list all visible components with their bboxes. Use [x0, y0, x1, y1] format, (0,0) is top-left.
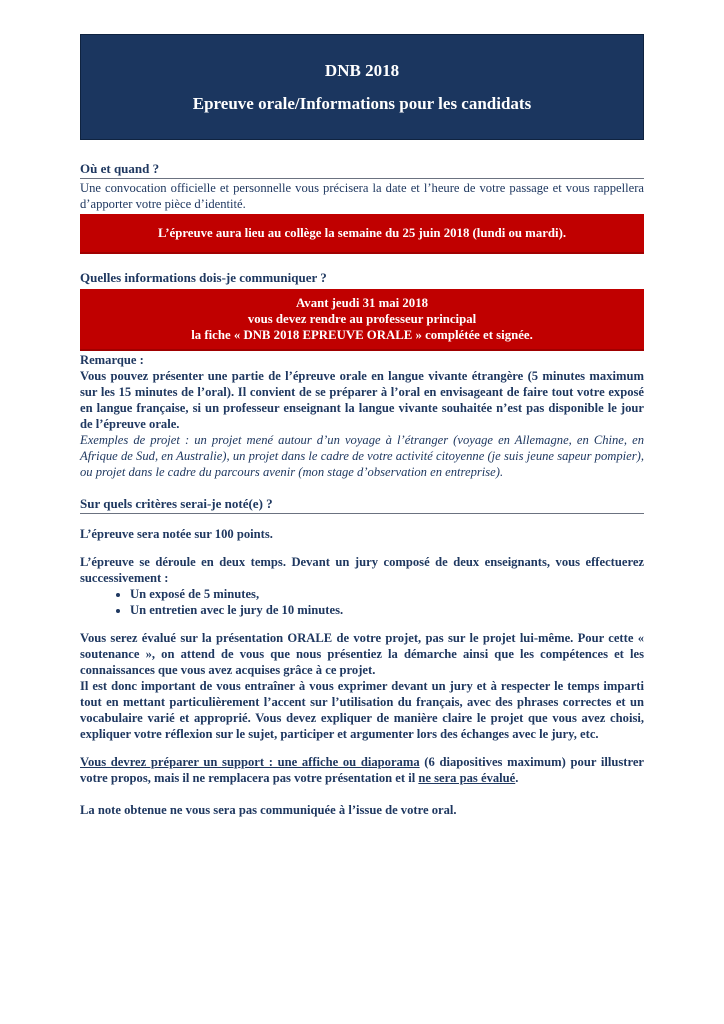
process-paragraph: L’épreuve se déroule en deux temps. Devant un jury composé de deux enseignants, vous effectuerez successivement :	[80, 555, 644, 585]
section-information	[80, 270, 644, 480]
document-title: DNB 2018	[324, 61, 400, 80]
section-title-information: Quelles informations dois-je communiquer ?	[80, 270, 327, 285]
score-paragraph: L’épreuve sera notée sur 100 points.	[80, 527, 273, 541]
document-subtitle: Epreuve orale/Informations pour les candidats	[192, 94, 532, 113]
final-note-paragraph: La note obtenue ne vous sera pas communiquée à l’issue de votre oral.	[80, 803, 457, 817]
remark-paragraph: Vous pouvez présenter une partie de l’épreuve orale en langue vivante étrangère (5 minutes maximum sur les 15 minutes de l’oral). Il convient de se préparer à l’oral en envisageant de faire tout votre exposé en langue française, si un professeur enseignant la langue vivante souhaitée n’est pas disponible le jour de l’épreuve orale.	[80, 369, 644, 431]
section-where-when	[80, 161, 644, 254]
section-title-where-when: Où et quand ?	[80, 161, 644, 179]
importance-paragraph: Il est donc important de vous entraîner à vous exprimer devant un jury et à respecter le temps imparti tout en mettant particulièrement l’accent sur l’utilisation du français, avec des phrases correctes et un vocabulaire varié et approprié. Vous devez expliquer de manière claire le projet que vous avez choisi, expliquer votre réflexion sur le sujet, participer et argumenter lors des échanges avec le jury, etc.	[80, 679, 644, 741]
support-paragraph	[80, 754, 644, 786]
date-alert-box: L’épreuve aura lieu au collège la semaine du 25 juin 2018 (lundi ou mardi).	[80, 214, 644, 254]
document-page	[80, 34, 644, 818]
list-item: • Un entretien avec le jury de 10 minutes.	[130, 602, 644, 618]
document-header	[80, 34, 644, 140]
remark-label: Remarque :	[80, 353, 144, 367]
section-criteria	[80, 496, 644, 818]
section-title-criteria: Sur quels critères serai-je noté(e) ?	[80, 496, 644, 514]
deadline-line-3: la fiche « DNB 2018 EPREUVE ORALE » complétée et signée.	[191, 328, 533, 342]
deadline-line-1: Avant jeudi 31 mai 2018	[296, 296, 428, 310]
support-underlined-text: Vous devrez préparer un support : une affiche ou diaporama	[80, 755, 420, 769]
evaluation-paragraph: Vous serez évalué sur la présentation ORALE de votre projet, pas sur le projet lui-même. Pour cette « soutenance », on attend de vous que nous présentiez la démarche ainsi que les compétences et les connaissances que vous avez acquises grâce à ce projet.	[80, 631, 644, 677]
support-end-text: .	[515, 771, 519, 785]
not-evaluated-text: ne sera pas évalué	[418, 771, 516, 785]
deadline-line-2: vous devez rendre au professeur principal	[247, 312, 477, 326]
examples-paragraph: Exemples de projet : un projet mené autour d’un voyage à l’étranger (voyage en Allemagne, en Chine, en Afrique de Sud, en Australie), un projet dans le cadre de votre activité citoyenne (je suis jeune sapeur pompier), ou projet dans le cadre du parcours avenir (mon stage d’observation en entreprise).	[80, 433, 644, 479]
exam-parts-list	[80, 586, 644, 618]
deadline-alert-box	[80, 289, 644, 351]
convocation-paragraph: Une convocation officielle et personnelle vous précisera la date et l’heure de votre passage et vous rappellera d’apporter votre pièce d’identité.	[80, 181, 644, 211]
support-middle-text: (6 diapositives maximum) pour illustrer votre propos, mais il ne remplacera pas votre présentation et il	[80, 755, 645, 785]
list-item: • Un exposé de 5 minutes,	[130, 586, 644, 602]
